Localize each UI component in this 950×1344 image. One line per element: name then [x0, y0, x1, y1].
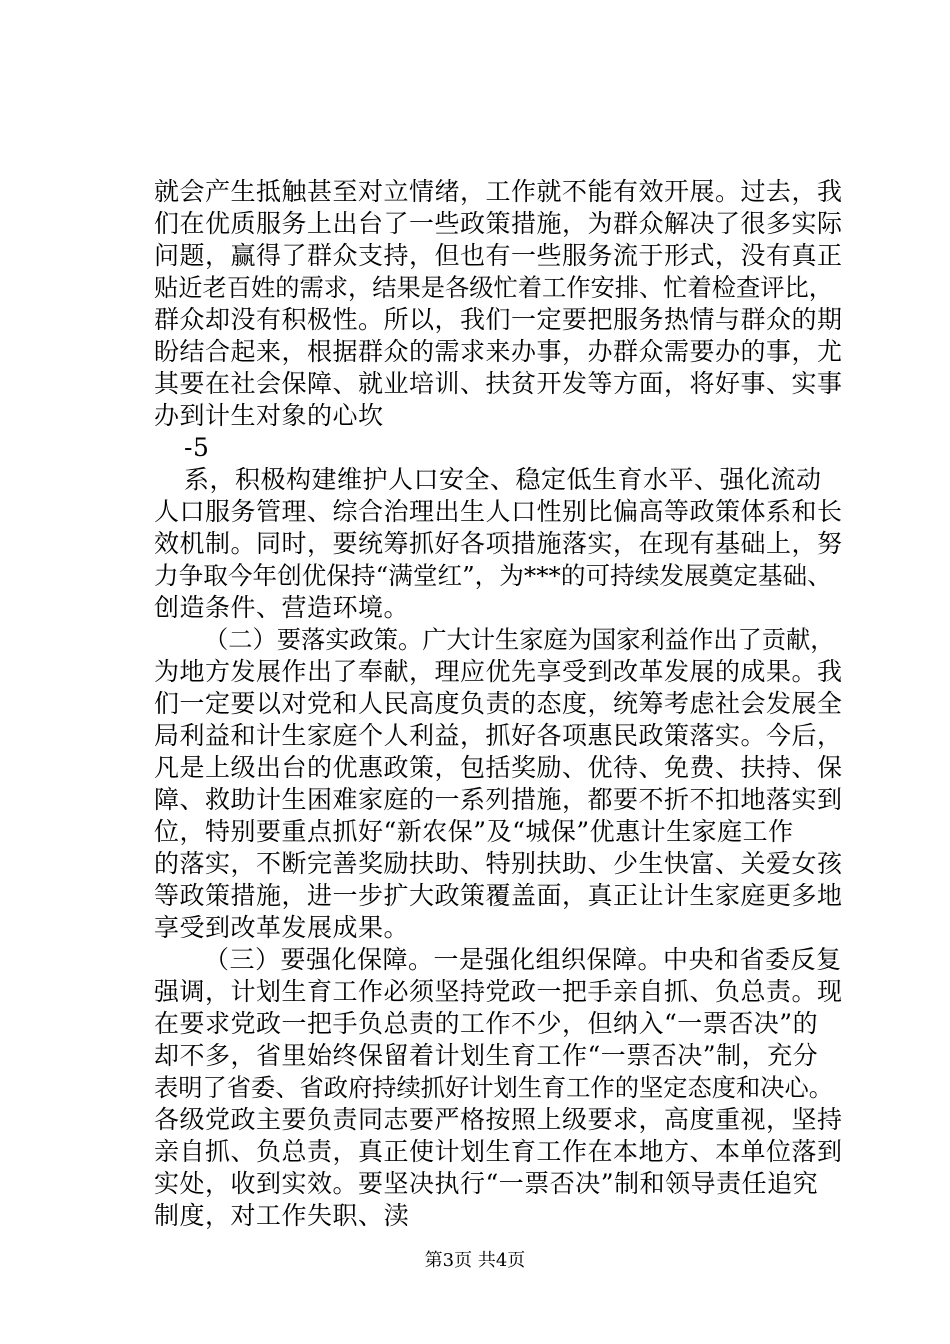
text-line: 就会产生抵触甚至对立情绪，工作就不能有效开展。过去，我 [154, 177, 843, 206]
text-line: 们一定要以对党和人民高度负责的态度，统筹考虑社会发展全 [154, 689, 843, 718]
text-line: -5 [184, 433, 210, 462]
text-line: 在要求党政一把手负总责的工作不少，但纳入“一票否决”的 [154, 1009, 819, 1038]
text-line: 享受到改革发展成果。 [154, 913, 410, 942]
text-line: 却不多，省里始终保留着计划生育工作“一票否决”制，充分 [154, 1041, 819, 1070]
text-line: 等政策措施，进一步扩大政策覆盖面，真正让计生家庭更多地 [154, 881, 843, 910]
text-line: 创造条件、营造环境。 [154, 593, 410, 622]
text-line: （二）要落实政策。广大计生家庭为国家利益作出了贡献， [204, 625, 835, 654]
text-line: 凡是上级出台的优惠政策，包括奖励、优待、免费、扶持、保 [154, 753, 843, 782]
text-line: 们在优质服务上出台了一些政策措施，为群众解决了很多实际 [154, 209, 843, 238]
text-line: 各级党政主要负责同志要严格按照上级要求，高度重视，坚持 [154, 1105, 843, 1134]
text-line: 问题，赢得了群众支持，但也有一些服务流于形式，没有真正 [154, 241, 843, 270]
text-line: （三）要强化保障。一是强化组织保障。中央和省委反复 [204, 945, 842, 974]
text-line: 表明了省委、省政府持续抓好计划生育工作的坚定态度和决心。 [154, 1073, 834, 1102]
text-line: 局利益和计生家庭个人利益，抓好各项惠民政策落实。今后， [154, 721, 843, 750]
text-line: 位，特别要重点抓好“新农保”及“城保”优惠计生家庭工作 [154, 817, 794, 846]
text-line: 贴近老百姓的需求，结果是各级忙着工作安排、忙着检查评比， [154, 273, 834, 302]
text-line: 人口服务管理、综合治理出生人口性别比偏高等政策体系和长 [154, 497, 843, 526]
text-line: 系，积极构建维护人口安全、稳定低生育水平、强化流动 [184, 465, 822, 494]
text-line: 的落实，不断完善奖励扶助、特别扶助、少生快富、关爱女孩 [154, 849, 843, 878]
text-line: 为地方发展作出了奉献，理应优先享受到改革发展的成果。我 [154, 657, 843, 686]
text-line: 实处，收到实效。要坚决执行“一票否决”制和领导责任追究 [154, 1169, 819, 1198]
page-footer: 第3页 共4页 [424, 1250, 526, 1271]
text-line: 其要在社会保障、就业培训、扶贫开发等方面，将好事、实事 [154, 369, 843, 398]
text-line: 制度，对工作失职、渎 [154, 1201, 410, 1230]
text-line: 力争取今年创优保持“满堂红”，为***的可持续发展奠定基础、 [154, 561, 832, 590]
text-line: 强调，计划生育工作必须坚持党政一把手亲自抓、负总责。现 [154, 977, 843, 1006]
text-line: 办到计生对象的心坎 [154, 401, 384, 430]
document-body [154, 176, 854, 1232]
text-line: 群众却没有积极性。所以，我们一定要把服务热情与群众的期 [154, 305, 843, 334]
text-line: 障、救助计生困难家庭的一系列措施，都要不折不扣地落实到 [154, 785, 843, 814]
text-line: 亲自抓、负总责，真正使计划生育工作在本地方、本单位落到 [154, 1137, 843, 1166]
text-line: 效机制。同时，要统筹抓好各项措施落实，在现有基础上，努 [154, 529, 843, 558]
text-line: 盼结合起来，根据群众的需求来办事，办群众需要办的事，尤 [154, 337, 843, 366]
